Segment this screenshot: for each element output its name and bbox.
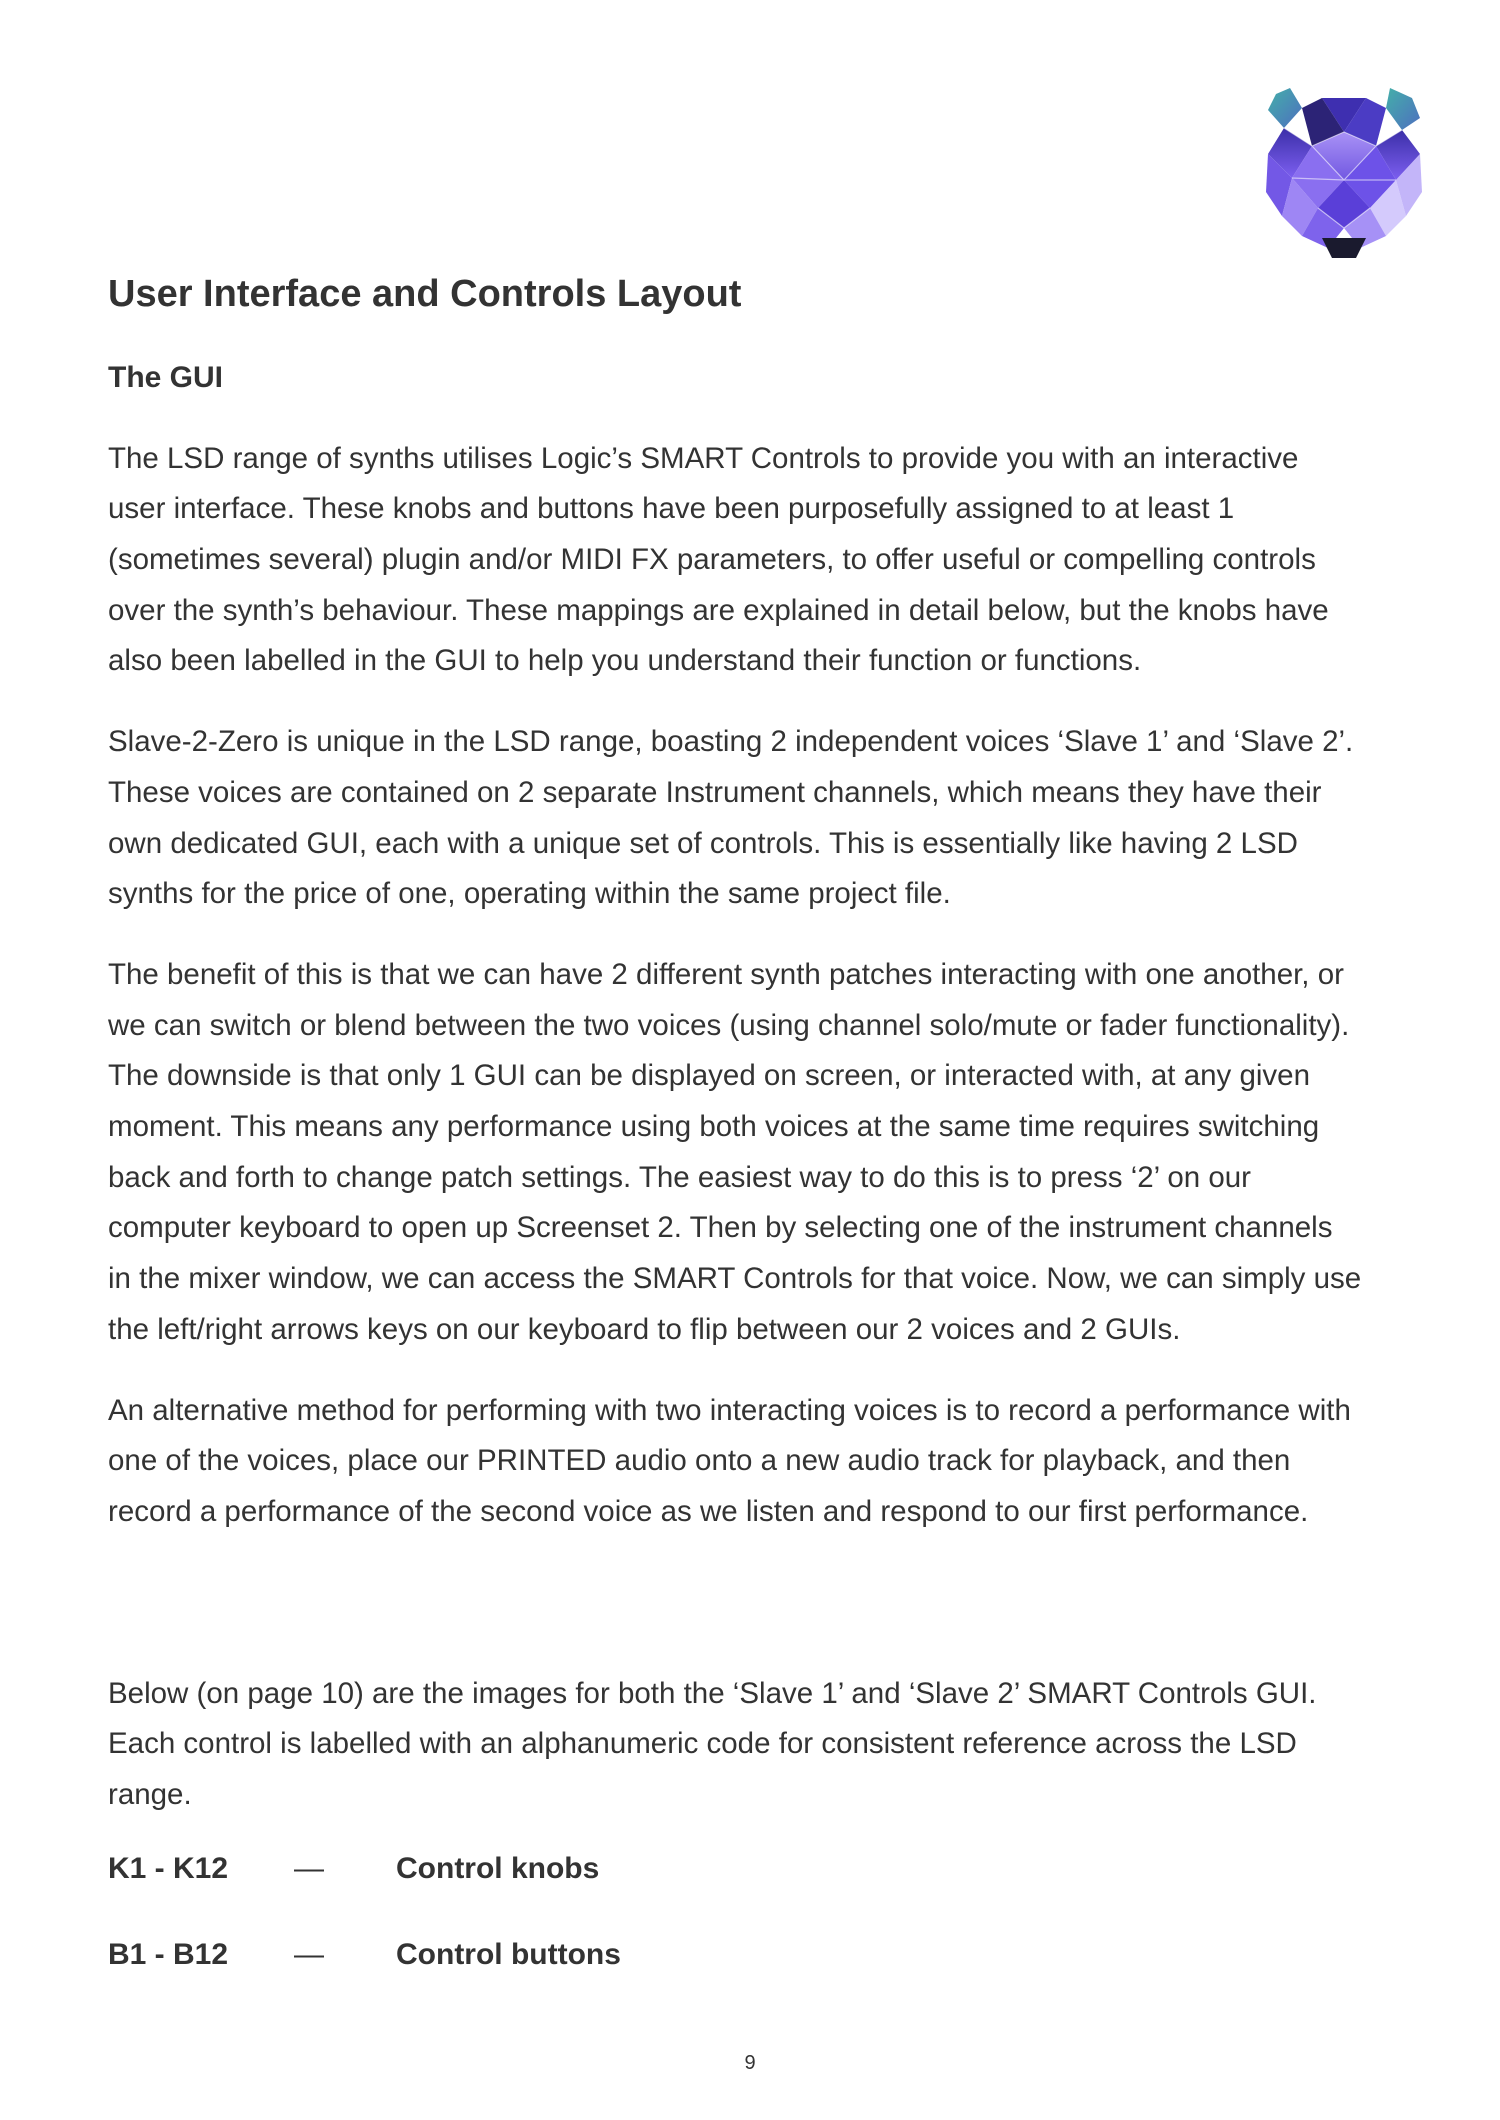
paragraph-5 — [108, 1669, 1408, 1821]
definition-term: K1 - K12 — [108, 1851, 229, 1885]
main-content — [108, 272, 1408, 2023]
paragraph-line: back and forth to change patch settings. The easiest way to do this is to press ‘2’ on our — [108, 1160, 1251, 1194]
page-title: User Interface and Controls Layout — [108, 273, 742, 315]
paragraph-line: An alternative method for performing with two interacting voices is to record a performance with — [108, 1393, 1351, 1427]
definition-description: Control knobs — [396, 1851, 600, 1885]
definition-description: Control buttons — [396, 1937, 621, 1971]
paragraph-line: Slave-2-Zero is unique in the LSD range, boasting 2 independent voices ‘Slave 1’ and ‘Slave 2’. — [108, 725, 1354, 759]
paragraph-line: (sometimes several) plugin and/or MIDI FX parameters, to offer useful or compelling controls — [108, 543, 1316, 576]
paragraph-line: user interface. These knobs and buttons have been purposefully assigned to at least 1 — [108, 492, 1235, 526]
paragraph-line: in the mixer window, we can access the SMART Controls for that voice. Now, we can simply use — [108, 1262, 1362, 1296]
paragraph-line: range. — [108, 1778, 192, 1812]
paragraph-line: These voices are contained on 2 separate Instrument channels, which means they have their — [108, 775, 1322, 809]
paragraph-line: The benefit of this is that we can have 2 different synth patches interacting with one another, or — [108, 957, 1344, 991]
paragraph-line: The downside is that only 1 GUI can be displayed on screen, or interacted with, at any given — [108, 1059, 1310, 1093]
paragraph-line: Below (on page 10) are the images for both the ‘Slave 1’ and ‘Slave 2’ SMART Controls GUI. — [108, 1676, 1317, 1710]
paragraph-3 — [108, 950, 1408, 1356]
definition-dash: — — [294, 1937, 324, 1971]
paragraph-line: record a performance of the second voice as we listen and respond to our first performance. — [108, 1494, 1309, 1528]
paragraph-4 — [108, 1386, 1408, 1538]
paragraph-line: the left/right arrows keys on our keyboard to flip between our 2 voices and 2 GUIs. — [108, 1312, 1181, 1346]
paragraph-line: one of the voices, place our PRINTED audio onto a new audio track for playback, and then — [108, 1444, 1291, 1478]
geometric-crystal-logo-icon — [1262, 88, 1426, 258]
paragraph-line: moment. This means any performance using both voices at the same time requires switching — [108, 1110, 1320, 1144]
definition-knobs — [108, 1851, 1408, 1887]
paragraph-line: The LSD range of synths utilises Logic’s SMART Controls to provide you with an interactive — [108, 441, 1299, 475]
paragraph-2 — [108, 717, 1408, 920]
definition-term: B1 - B12 — [108, 1937, 229, 1971]
section-subtitle: The GUI — [108, 360, 224, 394]
paragraph-1 — [108, 434, 1408, 688]
paragraph-line: own dedicated GUI, each with a unique set of controls. This is essentially like having 2 LSD — [108, 826, 1298, 860]
spacer — [108, 1568, 1408, 1669]
paragraph-line: Each control is labelled with an alphanumeric code for consistent reference across the LSD — [108, 1727, 1297, 1761]
paragraph-line: we can switch or blend between the two voices (using channel solo/mute or fader functionality). — [108, 1008, 1350, 1042]
page-number: 9 — [744, 2052, 756, 2074]
paragraph-line: over the synth’s behaviour. These mappings are explained in detail below, but the knobs have — [108, 593, 1329, 627]
definition-buttons — [108, 1937, 1408, 1973]
paragraph-line: computer keyboard to open up Screenset 2. Then by selecting one of the instrument channels — [108, 1211, 1333, 1245]
definition-dash: — — [294, 1851, 324, 1885]
paragraph-line: synths for the price of one, operating within the same project file. — [108, 877, 951, 911]
paragraph-line: also been labelled in the GUI to help you understand their function or functions. — [108, 644, 1142, 678]
